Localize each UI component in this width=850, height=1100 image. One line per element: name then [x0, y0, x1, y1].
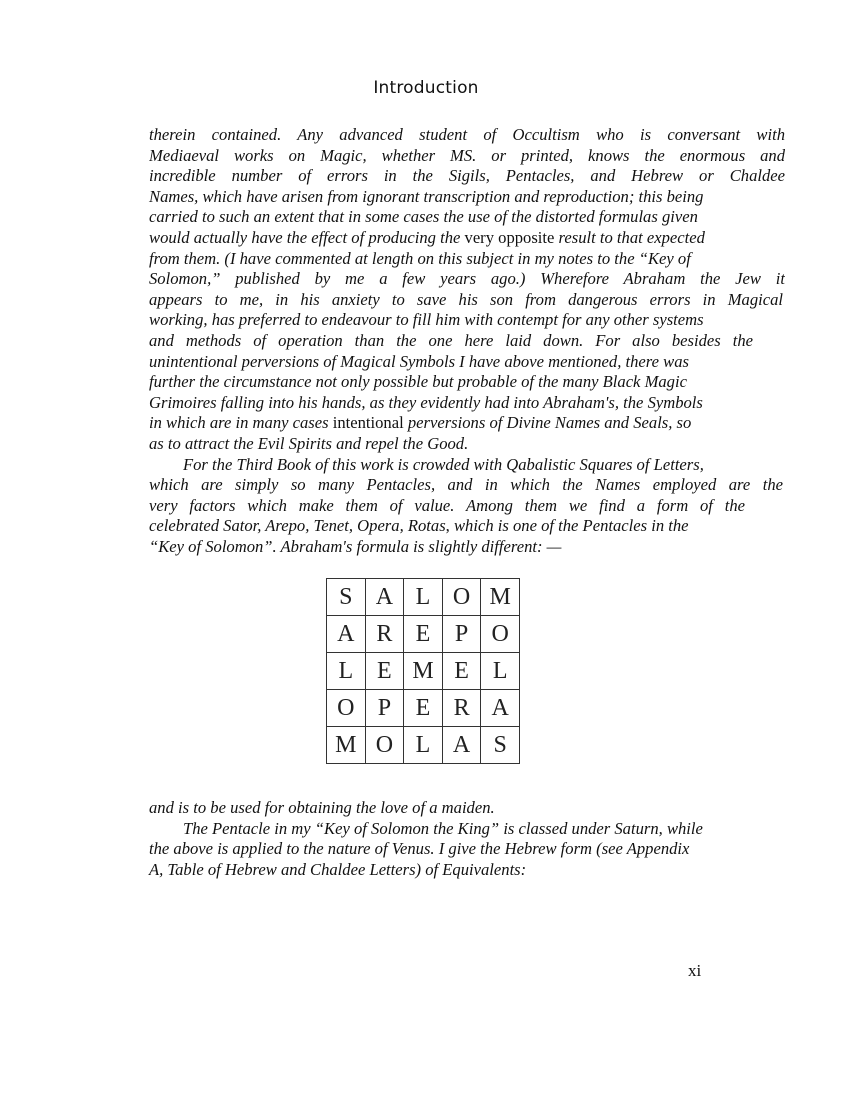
- text-line: appears to me, in his anxiety to save his son from dangerous errors in Magical: [149, 289, 783, 309]
- square-cell: O: [327, 690, 366, 727]
- square-cell: M: [481, 579, 520, 616]
- text-run: celebrated Sator, Arepo, Tenet, Opera, Rotas: [149, 516, 446, 536]
- square-cell: A: [481, 690, 520, 727]
- square-cell: P: [365, 690, 404, 727]
- square-cell: E: [365, 653, 404, 690]
- square-row: [327, 616, 520, 653]
- square-cell: O: [481, 616, 520, 653]
- square-cell: S: [481, 727, 520, 764]
- text-line: Solomon,” published by me a few years ago.) Wherefore Abraham the Jew it: [149, 269, 785, 289]
- text-line: and is to be used for obtaining the love of a maiden.: [149, 798, 495, 817]
- text-run: result to that expected: [554, 227, 705, 247]
- square-cell: P: [442, 616, 481, 653]
- text-line: therein contained. Any advanced student of Occultism who is conversant with: [149, 125, 785, 144]
- text-line: [149, 228, 785, 249]
- page-number: xi: [688, 961, 702, 980]
- square-cell: M: [404, 653, 443, 690]
- text-line: “Key of Solomon”. Abraham's formula is slightly different: —: [149, 536, 562, 556]
- square-cell: E: [404, 690, 443, 727]
- text-line: unintentional perversions of Magical Symbols I have above mentioned, there was: [149, 351, 689, 371]
- square-row: [327, 727, 520, 764]
- square-cell: R: [365, 616, 404, 653]
- text-line: which are simply so many Pentacles, and in which the Names employed are the: [149, 475, 783, 495]
- text-run-roman: ,: [445, 516, 450, 536]
- text-line: Mediaeval works on Magic, whether MS. or printed, knows the enormous and: [149, 145, 785, 165]
- text-run: perversions of Divine Names and Seals, so: [403, 413, 692, 433]
- text-line: further the circumstance not only possible but probable of the many Black Magic: [149, 372, 687, 392]
- text-line: very factors which make them of value. Among them we find a form of the: [149, 495, 745, 515]
- square-row: [327, 653, 520, 690]
- square-cell: L: [481, 653, 520, 690]
- text-line: from them. (I have commented at length on this subject in my notes to the “Key of: [149, 248, 691, 268]
- text-run: which is one of the Pentacles in the: [449, 516, 689, 536]
- square-row: [327, 690, 520, 727]
- square-cell: S: [327, 579, 366, 616]
- text-line: working, has preferred to endeavour to fill him with contempt for any other systems: [149, 310, 704, 330]
- square-cell: O: [365, 727, 404, 764]
- square-cell: E: [404, 616, 443, 653]
- text-line: Grimoires falling into his hands, as they evidently had into Abraham's, the Symbols: [149, 392, 703, 412]
- text-line: [149, 516, 785, 537]
- square-cell: E: [442, 653, 481, 690]
- text-line: A, Table of Hebrew and Chaldee Letters) of Equivalents:: [149, 859, 527, 879]
- square-cell: A: [365, 579, 404, 616]
- text-line: and methods of operation than the one here laid down. For also besides the: [149, 330, 753, 350]
- text-line: incredible number of errors in the Sigils, Pentacles, and Hebrew or Chaldee: [149, 166, 785, 186]
- square-cell: A: [327, 616, 366, 653]
- square-cell: O: [442, 579, 481, 616]
- text-run: would actually have the effect of producing the: [149, 227, 465, 247]
- text-line: Names, which have arisen from ignorant transcription and reproduction; this being: [149, 186, 704, 206]
- body-text-top: [149, 125, 785, 557]
- square-row: [327, 579, 520, 616]
- text-line: the above is applied to the nature of Venus. I give the Hebrew form (see Appendix: [149, 839, 690, 859]
- text-line: as to attract the Evil Spirits and repel the Good.: [149, 433, 469, 453]
- square-cell: L: [404, 579, 443, 616]
- square-cell: L: [327, 653, 366, 690]
- text-line: For the Third Book of this work is crowded with Qabalistic Squares of Letters,: [183, 454, 704, 474]
- square-cell: A: [442, 727, 481, 764]
- text-line: [149, 413, 785, 434]
- text-run-roman: very opposite: [464, 227, 555, 247]
- body-text-bottom: [149, 798, 785, 880]
- text-run: in which are in many cases: [149, 413, 333, 433]
- text-run-roman: intentional: [332, 413, 404, 433]
- square-cell: R: [442, 690, 481, 727]
- square-cell: L: [404, 727, 443, 764]
- square-cell: M: [327, 727, 366, 764]
- text-line: The Pentacle in my “Key of Solomon the King” is classed under Saturn, while: [183, 818, 703, 838]
- magic-square-table: [326, 578, 520, 764]
- text-line: carried to such an extent that in some cases the use of the distorted formulas given: [149, 207, 698, 227]
- page-header-title: Introduction: [373, 78, 479, 98]
- running-header: [0, 78, 850, 98]
